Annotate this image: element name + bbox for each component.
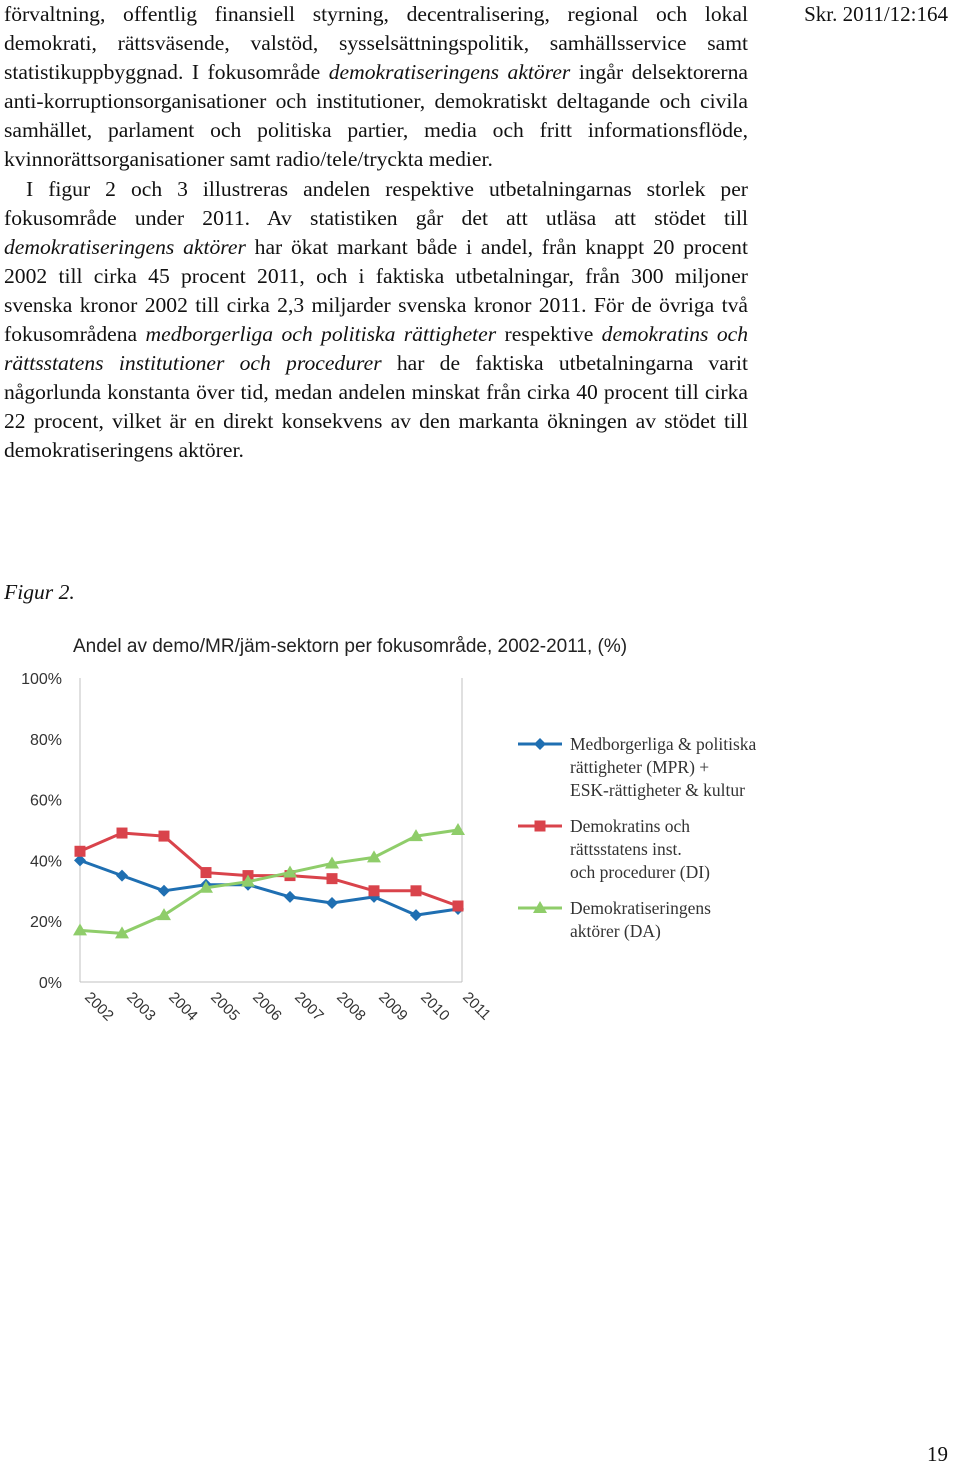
y-tick-labels [21,671,62,992]
paragraph-1 [4,0,748,175]
legend-label: rättsstatens inst. [570,839,682,859]
text-run: respektive [496,322,602,347]
x-tick-labels [81,989,494,1025]
data-point [327,873,338,884]
text-run: har de faktiska utbetalningarna varit någorlunda konstanta över tid, medan andelen minskat från cirka 40 procent till cirka 22 procent, vilket är en direkt konsekvens av den markanta ökningen av stödet till demokratiseringens aktörer. [4,351,748,463]
y-tick-label: 40% [29,853,62,871]
data-point [410,909,422,921]
data-point [158,885,170,897]
page-number: 19 [927,1442,948,1466]
italic-term: demokratiseringens aktörer [328,60,571,85]
text-run: I figur 2 och 3 illustreras andelen respektive utbetalningarnas storlek per fokusområde under 2011. Av statistiken går det att utläsa att stödet till [4,176,748,230]
line-chart [0,622,800,1042]
data-point [201,867,212,878]
y-tick-label: 20% [29,914,62,932]
data-point [411,885,422,896]
legend [518,734,757,941]
x-tick-label: 2006 [249,988,285,1025]
x-tick-label: 2011 [459,988,495,1024]
series-line [80,860,458,915]
x-tick-label: 2007 [291,988,327,1025]
paragraph-2 [4,175,748,466]
italic-term: medborgerliga och politiska rättigheter [145,322,497,347]
x-tick-label: 2009 [375,988,411,1025]
x-tick-label: 2008 [333,988,369,1025]
text-run: förvaltning, offentlig finansiell styrning, decentralisering, regional och lokal demokrati, rättsväsende, valstöd, sysselsättningspolitik, samhällsservice samt statistikuppbyggnad. I fokusområde [4,2,748,85]
legend-swatch-marker [535,821,546,832]
y-tick-label: 0% [38,975,62,992]
data-point [369,885,380,896]
y-tick-label: 60% [29,792,62,810]
x-tick-label: 2005 [207,988,243,1025]
text-run: har ökat markant både i andel, från knappt 20 procent 2002 till cirka 45 procent 2011, och i faktiska utbetalningar, från 300 miljoner svenska kronor 2002 till cirka 2,3 miljarder svenska kronor 2011. För de övriga två fokusområdena [4,234,748,347]
x-tick-label: 2003 [123,988,159,1025]
legend-label: Demokratins och [570,816,691,836]
figure-caption: Figur 2. [4,580,75,604]
italic-term: demokratiseringens aktörer [4,234,246,259]
document-reference: Skr. 2011/12:164 [804,2,948,26]
legend-swatch-marker [534,738,546,750]
data-point [159,831,170,842]
x-tick-label: 2002 [81,988,117,1025]
legend-label: rättigheter (MPR) + [570,757,710,777]
legend-label: ESK-rättigheter & kultur [570,780,745,800]
legend-label: Demokratiseringens [570,898,711,918]
legend-label: Medborgerliga & politiska [570,734,757,754]
legend-item [518,734,757,800]
data-point [326,897,338,909]
legend-item [518,898,711,941]
legend-label: aktörer (DA) [570,921,661,941]
x-tick-label: 2010 [417,988,453,1025]
data-point [116,870,128,882]
x-tick-label: 2004 [165,988,201,1025]
data-point [157,908,171,920]
data-point [453,901,464,912]
y-tick-label: 80% [29,731,62,749]
legend-label: och procedurer (DI) [570,862,710,882]
series-1 [74,854,464,921]
data-point [451,823,465,835]
series-layer [73,823,465,938]
chart-title: Andel av demo/MR/jäm-sektorn per fokusområde, 2002-2011, (%) [73,636,628,657]
chart-canvas [0,622,800,1037]
y-tick-label: 100% [21,671,62,688]
data-point [284,891,296,903]
data-point [75,846,86,857]
body-text [4,0,748,466]
data-point [117,828,128,839]
italic-term: demokratins och rättsstatens institutioner och procedurer [4,322,748,376]
legend-item [518,816,710,882]
text-run: ingår delsektorerna anti-korruptionsorganisationer och institutioner, demokratiskt deltagande och civila samhället, parlament och politiska partier, media och fritt informationsflöde, kvinnorättsorganisationer samt radio/tele/tryckta medier. [4,60,748,172]
